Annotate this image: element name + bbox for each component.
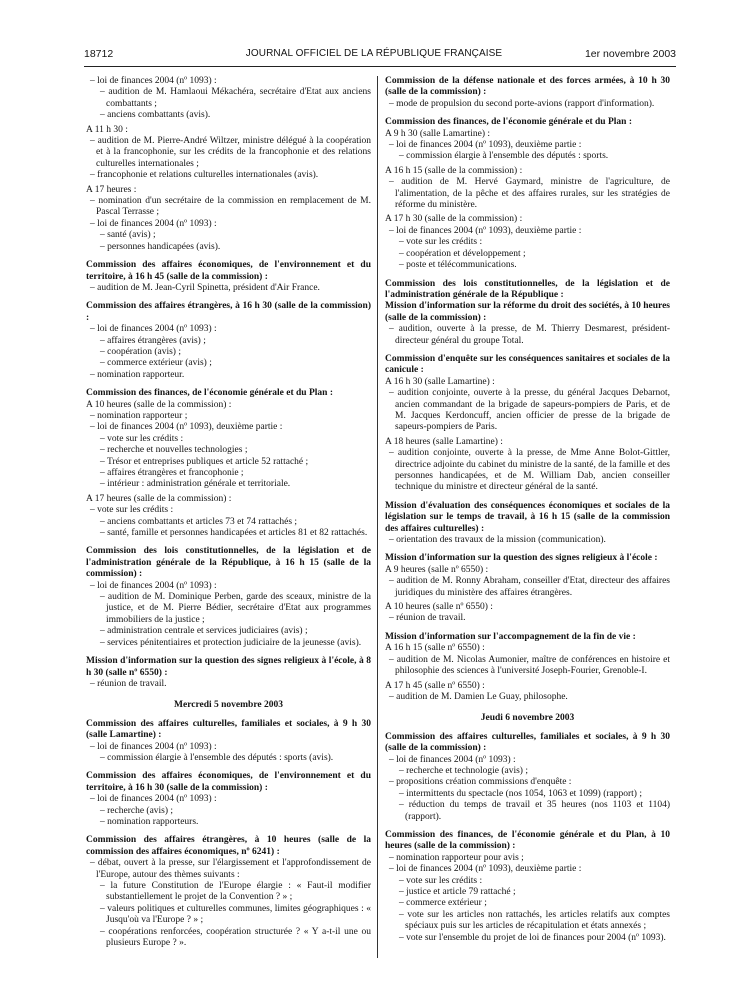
list-item: – vote sur les articles non rattachés, les articles relatifs aux comptes spéciaux puis sur les articles de récapitulation et états annexés ; xyxy=(399,909,670,932)
list-item: – santé, famille et personnes handicapées et articles 81 et 82 rattachés. xyxy=(100,528,368,539)
list-item: – vote sur les crédits : xyxy=(399,237,483,248)
time-slot: A 10 heures (salle nº 6550) : xyxy=(385,602,493,613)
list-item: – anciens combattants et articles 73 et 74 rattachés ; xyxy=(100,516,298,527)
list-item: – loi de finances 2004 (nº 1093), deuxième partie : xyxy=(389,140,582,151)
list-item: – intérieur : administration générale et territoriale. xyxy=(100,479,291,490)
section-heading: Commission des affaires culturelles, familiales et sociales, à 9 h 30 (salle Lamartine) : xyxy=(86,718,371,741)
list-item: – administration centrale et services judiciaires (avis) ; xyxy=(100,626,308,637)
list-item: – loi de finances 2004 (nº 1093) : xyxy=(90,580,217,591)
list-item: – personnes handicapées (avis). xyxy=(100,241,221,252)
list-item: – commerce extérieur ; xyxy=(399,898,487,909)
list-item: – audition de M. Dominique Perben, garde des sceaux, ministre de la justice, et de M. Pierre Bédier, secrétaire d'Etat aux programmes immobiliers de la justice ; xyxy=(100,592,371,625)
list-item: – coopération et développement ; xyxy=(399,248,526,259)
list-item: – valeurs politiques et culturelles communes, limites géographiques : « Jusqu'où va l'Europe ? » ; xyxy=(100,903,371,926)
section-heading: Mission d'information sur la question des signes religieux à l'école, à 8 h 30 (salle nº 6550) : xyxy=(86,656,371,678)
list-item: – anciens combattants (avis). xyxy=(100,110,211,121)
section-heading: Commission des affaires économiques, de l'environnement et du territoire, à 16 h 30 (salle de la commission) : xyxy=(86,771,371,793)
section-heading: Commission des affaires étrangères, à 10 heures (salle de la commission des affaires économiques, nº 6241) : xyxy=(86,835,371,857)
list-item: – francophonie et relations culturelles internationales (avis). xyxy=(90,170,319,181)
time-slot: A 9 h 30 (salle Lamartine) : xyxy=(385,128,490,139)
section-heading: Commission des affaires culturelles, familiales et sociales, à 9 h 30 (salle de la commission) : xyxy=(385,731,670,754)
header-rule xyxy=(84,66,676,67)
list-item: – services pénitentiaires et protection judiciaire de la jeunesse (avis). xyxy=(100,637,362,648)
list-item: – affaires étrangères et francophonie ; xyxy=(100,468,244,478)
section-heading: Commission des finances, de l'économie générale et du Plan : xyxy=(86,388,333,399)
page-number: 18712 xyxy=(84,48,114,60)
list-item: – Trésor et entreprises publiques et article 52 rattaché ; xyxy=(100,456,309,467)
section-heading: Mission d'information sur la réforme du droit des sociétés, à 10 heures (salle de la commission) : xyxy=(385,301,670,323)
list-item: – audition de M. Pierre-André Wiltzer, ministre délégué à la coopération et à la francophonie, sur les crédits de la francophonie et des relations culturelles internationales ; xyxy=(90,136,371,169)
list-item: – réduction du temps de travail et 35 heures (nos 1103 et 1104) (rapport). xyxy=(399,800,670,822)
list-item: – recherche et nouvelles technologies ; xyxy=(100,445,248,456)
section-heading: Commission de la défense nationale et des forces armées, à 10 h 30 (salle de la commission) : xyxy=(385,76,670,98)
list-item: – loi de finances 2004 (nº 1093) : xyxy=(90,76,217,86)
list-item: – réunion de travail. xyxy=(90,678,167,689)
list-item: – poste et télécommunications. xyxy=(399,260,517,271)
list-item: – audition de M. Ronny Abraham, conseiller d'Etat, directeur des affaires juridiques du ministère des affaires étrangères. xyxy=(389,576,670,598)
list-item: – loi de finances 2004 (nº 1093) : xyxy=(389,754,516,765)
list-item: – loi de finances 2004 (nº 1093), deuxième partie : xyxy=(90,422,283,433)
list-item: – audition de M. Hamlaoui Mékachéra, secrétaire d'Etat aux anciens combattants ; xyxy=(100,87,371,109)
time-slot: A 16 h 15 (salle nº 6550) : xyxy=(385,643,485,654)
time-slot: A 10 heures (salle de la commission) : xyxy=(86,399,232,410)
list-item: – loi de finances 2004 (nº 1093) : xyxy=(90,218,217,229)
list-item: – audition de M. Jean-Cyril Spinetta, président d'Air France. xyxy=(90,282,320,293)
list-item: – audition conjointe, ouverte à la presse, du général Jacques Debarnot, ancien commandant de la brigade de sapeurs-pompiers de Paris, et de M. Jacques Kerdoncuff, ancien officier de presse de la brigade de sapeurs-pompiers de Paris. xyxy=(389,388,670,433)
list-item: – commission élargie à l'ensemble des députés : sports. xyxy=(399,151,609,162)
time-slot: A 17 heures (salle de la commission) : xyxy=(86,493,232,504)
time-slot: A 17 h 30 (salle de la commission) : xyxy=(385,214,523,225)
list-item: – nomination d'un secrétaire de la commission en remplacement de M. Pascal Terrasse ; xyxy=(90,196,371,218)
time-slot: A 18 heures (salle Lamartine) : xyxy=(385,436,503,447)
list-item: – loi de finances 2004 (nº 1093) : xyxy=(90,741,217,752)
list-item: – recherche et technologie (avis) ; xyxy=(399,765,528,776)
list-item: – coopération (avis) ; xyxy=(100,346,181,357)
list-item: – nomination rapporteurs. xyxy=(100,816,199,827)
list-item: – commission élargie à l'ensemble des députés : sports (avis). xyxy=(100,752,334,763)
list-item: – audition de M. Hervé Gaymard, ministre de l'agriculture, de l'alimentation, de la pêche et des affaires rurales, sur les stratégies de réforme du ministère. xyxy=(389,177,670,211)
list-item: – nomination rapporteur. xyxy=(90,369,185,380)
section-heading: Commission des lois constitutionnelles, de la législation et de l'administration générale de la République, à 16 h 15 (salle de la commission) : xyxy=(86,546,371,580)
list-item: – vote sur les crédits : xyxy=(90,505,174,516)
list-item: – propositions création commissions d'enquête : xyxy=(389,777,572,788)
time-slot: A 16 h 30 (salle Lamartine) : xyxy=(385,376,495,387)
list-item: – santé (avis) ; xyxy=(100,230,156,241)
list-item: – audition conjointe, ouverte à la presse, de Mme Anne Bolot-Gittler, directrice adjointe du cabinet du ministre de la santé, de la famille et des personnes handicapées, et de M. William Dab, ancien conseiller technique du ministre et directeur général de la santé. xyxy=(389,448,670,493)
column-divider xyxy=(377,76,378,958)
time-slot: A 9 heures (salle nº 6550) : xyxy=(385,564,489,575)
list-item: – loi de finances 2004 (nº 1093), deuxième partie : xyxy=(389,225,582,236)
list-item: – audition de M. Nicolas Aumonier, maître de conférences en histoire et philosophie des sciences à l'université Joseph-Fourier, Grenoble-I. xyxy=(389,654,670,677)
section-heading: Mission d'information sur la question des signes religieux à l'école : xyxy=(385,553,658,564)
list-item: – loi de finances 2004 (nº 1093), deuxième partie : xyxy=(389,864,582,875)
section-heading: Commission des finances, de l'économie générale et du Plan : xyxy=(385,117,632,128)
time-slot: A 17 heures : xyxy=(86,184,137,195)
list-item: – justice et article 79 rattaché ; xyxy=(399,887,516,897)
list-item: – vote sur les crédits : xyxy=(100,433,184,444)
section-heading: Commission des affaires étrangères, à 16 h 30 (salle de la commission) : xyxy=(86,301,371,323)
list-item: – mode de propulsion du second porte-avions (rapport d'information). xyxy=(389,98,655,109)
journal-title: JOURNAL OFFICIEL DE LA RÉPUBLIQUE FRANÇAISE xyxy=(245,48,503,59)
section-heading: Commission d'enquête sur les conséquences sanitaires et sociales de la canicule : xyxy=(385,353,670,376)
right-column xyxy=(385,76,670,944)
list-item: – vote sur les crédits : xyxy=(399,875,483,886)
list-item: – débat, ouvert à la presse, sur l'élargissement et l'approfondissement de l'Europe, autour des thèmes suivants : xyxy=(90,858,371,880)
list-item: – audition de M. Damien Le Guay, philosophe. xyxy=(389,691,568,702)
list-item: – vote sur l'ensemble du projet de loi de finances pour 2004 (nº 1093). xyxy=(399,932,666,943)
time-slot: A 11 h 30 : xyxy=(86,124,128,135)
left-column xyxy=(86,76,371,949)
issue-date: 1er novembre 2003 xyxy=(584,48,676,60)
list-item: – nomination rapporteur ; xyxy=(90,410,188,421)
list-item: – coopérations renforcées, coopération structurée ? « Y a-t-il une ou plusieurs Europe ? ». xyxy=(100,926,371,949)
section-heading: Commission des affaires économiques, de l'environnement et du territoire, à 16 h 45 (salle de la commission) : xyxy=(86,260,371,282)
time-slot: A 17 h 45 (salle nº 6550) : xyxy=(385,680,485,691)
list-item: – recherche (avis) ; xyxy=(100,805,174,816)
list-item: – loi de finances 2004 (nº 1093) : xyxy=(90,324,217,335)
section-heading: Commission des lois constitutionnelles, de la législation et de l'administration générale de la République : xyxy=(385,278,670,300)
list-item: – affaires étrangères (avis) ; xyxy=(100,335,206,346)
list-item: – intermittents du spectacle (nos 1054, 1063 et 1099) (rapport) ; xyxy=(399,788,642,799)
list-item: – la future Constitution de l'Europe élargie : « Faut-il modifier substantiellement le projet de la Convention ? » ; xyxy=(100,881,371,903)
time-slot: A 16 h 15 (salle de la commission) : xyxy=(385,165,523,176)
day-heading: Mercredi 5 novembre 2003 xyxy=(174,700,283,711)
section-heading: Mission d'information sur l'accompagnement de la fin de vie : xyxy=(385,631,636,642)
list-item: – nomination rapporteur pour avis ; xyxy=(389,852,524,863)
day-heading: Jeudi 6 novembre 2003 xyxy=(480,713,575,724)
section-heading: Mission d'évaluation des conséquences économiques et sociales de la législation sur le temps de travail, à 16 h 15 (salle de la commission des affaires culturelles) : xyxy=(385,500,670,534)
list-item: – commerce extérieur (avis) ; xyxy=(100,358,212,369)
section-heading: Commission des finances, de l'économie générale et du Plan, à 10 heures (salle de la commission) : xyxy=(385,829,670,852)
list-item: – loi de finances 2004 (nº 1093) : xyxy=(90,794,217,805)
list-item: – audition, ouverte à la presse, de M. Thierry Desmarest, président-directeur général du groupe Total. xyxy=(389,324,670,346)
list-item: – réunion de travail. xyxy=(389,613,466,624)
list-item: – orientation des travaux de la mission (communication). xyxy=(389,535,606,546)
